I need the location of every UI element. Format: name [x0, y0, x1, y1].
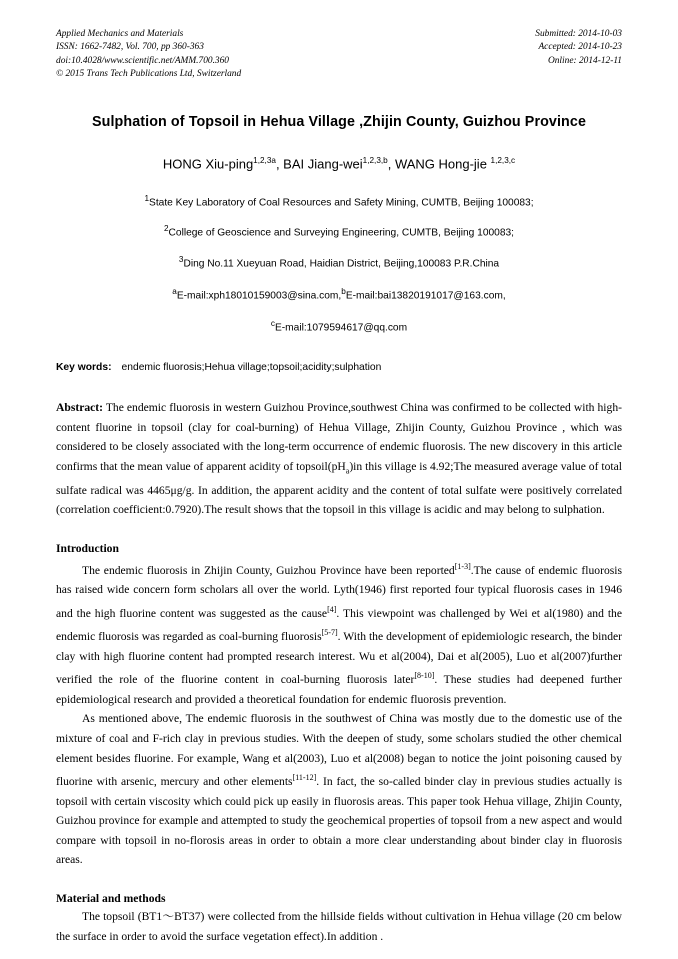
abstract: [56, 398, 622, 520]
section-material-and-methods: [56, 892, 622, 946]
affiliations: [56, 192, 622, 335]
online-date: Online: 2014-12-11: [547, 55, 622, 66]
keywords-value: endemic fluorosis;Hehua village;topsoil;acidity;sulphation: [121, 361, 382, 373]
affiliation-3-text: Ding No.11 Xueyuan Road, Haidian District, Beijing,100083 P.R.China: [183, 258, 500, 270]
header-left: [56, 28, 241, 82]
email-line-2: [56, 317, 622, 335]
submitted-date: Submitted: 2014-10-03: [535, 29, 622, 39]
affiliation-2: [56, 222, 622, 240]
affiliation-3: [56, 253, 622, 271]
author-1-name: HONG Xiu-ping: [162, 155, 254, 171]
abstract-text-1: The endemic fluorosis in western Guizhou Province,southwest China was confirmed to be collected with high-content fluorine in topsoil (clay for coal-burning) of Hehua Village, Zhijin County, Guizhou Province , which was considered to be closely associated with the long-term occurrence of endemic fluorosis. The new discovery in this article confirms that the mean value of apparent acidity of topsoil(pH: [56, 400, 622, 473]
issn-volume: ISSN: 1662-7482, Vol. 700, pp 360-363: [56, 42, 204, 53]
citation-reference: [4]: [327, 604, 337, 614]
abstract-label: Abstract:: [56, 400, 104, 414]
author-1-affil-marker: 1,2,3a: [253, 155, 276, 165]
copyright: © 2015 Trans Tech Publications Ltd, Switzerland: [56, 69, 242, 80]
author-sep-2: ,: [387, 155, 395, 171]
email-marker-c: c: [270, 318, 275, 328]
email-line-1: [56, 285, 622, 303]
author-sep-1: ,: [275, 155, 284, 171]
journal-name: Applied Mechanics and Materials: [56, 29, 184, 39]
email-marker-a: a: [172, 287, 177, 297]
citation-reference: [5-7]: [321, 628, 338, 638]
affiliation-1-text: State Key Laboratory of Coal Resources and Safety Mining, CUMTB, Beijing 100083;: [149, 197, 534, 209]
email-marker-b: b: [341, 287, 346, 297]
header-right: [535, 28, 622, 82]
keywords: [56, 362, 622, 373]
paragraph: The endemic fluorosis in Zhijin County, Guizhou Province have been reported[1-3].The cause of endemic fluorosis has raised wide concern form scholars all over the world. Lyth(1946) first reported four typical fluorosis cases in 1946 and the high fluorine content was suggested as the cause[4]. This viewpoint was challenged by Wei et al(1980) and the endemic fluorosis was regarded as coal-burning fluorosis[5-7]. With the development of epidemiologic research, the binder clay with high fluorine content had prompted research interest. Wu et al(2004), Dai et al(2005), Luo et al(2007)further verified the role of the fluorine content in coal-burning fluorosis later[8-10]. These studies had deepened further epidemiological research and provided a theoretical foundation for endemic fluorosis prevention.: [56, 561, 623, 706]
email-a: E-mail:xph18010159003@sina.com,: [176, 290, 342, 302]
doi: doi:10.4028/www.scientific.net/AMM.700.360: [56, 55, 229, 66]
author-list: [56, 156, 622, 171]
section-heading-introduction: Introduction: [56, 541, 119, 555]
author-2-affil-marker: 1,2,3,b: [362, 155, 388, 165]
affiliation-1-marker: 1: [144, 193, 150, 203]
email-c: E-mail:1079594617@qq.com: [274, 321, 408, 333]
page-header: [56, 28, 622, 82]
email-b: E-mail:bai13820191017@163.com,: [345, 290, 506, 302]
citation-reference: [1-3]: [454, 561, 471, 571]
affiliation-1: [56, 192, 622, 210]
author-3-name: WANG Hong-jie: [394, 155, 487, 171]
page-title: Sulphation of Topsoil in Hehua Village ,Zhijin County, Guizhou Province: [92, 113, 586, 130]
affiliation-3-marker: 3: [178, 254, 184, 264]
keywords-label: Key words:: [56, 361, 112, 373]
paragraph: The topsoil (BT1～BT37) were collected from the hillside fields without cultivation in Hehua village (20 cm below the surface in order to avoid the surface vegetation effect).In addition .: [56, 909, 622, 943]
affiliation-2-marker: 2: [163, 224, 169, 234]
accepted-date: Accepted: 2014-10-23: [538, 42, 622, 53]
citation-reference: [8-10]: [414, 671, 435, 681]
paragraph: As mentioned above, The endemic fluorosis in the southwest of China was mostly due to the domestic use of the mixture of coal and F-rich clay in previous studies. With the deepen of study, some scholars studied the other chemical element besides fluorine. For example, Wang et al(2003), Luo et al(2008) began to notice the joint poisoning caused by fluorine with arsenic, mercury and other elements[11-12]. In fact, the so-called binder clay in previous studies actually is topsoil with certain viscosity which could pick up easily in fluorosis areas. This paper took Hehua village, Zhijin County, Guizhou province for example and attempted to study the geochemical properties of topsoil from a new aspect and would compare with topsoil in no-florosis areas in order to obtain a more clear understanding about binder clay in fluorosis areas.: [56, 712, 622, 867]
abstract-text-2: )in this village is 4.92;The measured average value of total sulfate radical was 4465μg/g. In addition, the apparent acidity and the content of total sulfate were positively correlated (correlation coefficient:0.7920).The result shows that the topsoil in this village is acidic and may belong to sulphation.: [56, 459, 622, 517]
abstract-subscript: a: [345, 466, 350, 475]
affiliation-2-text: College of Geoscience and Surveying Engineering, CUMTB, Beijing 100083;: [168, 227, 514, 239]
section-heading-material-and-methods: Material and methods: [56, 891, 166, 905]
author-2-name: BAI Jiang-wei: [283, 155, 363, 171]
citation-reference: [11-12]: [292, 773, 317, 783]
author-3-affil-marker: 1,2,3,c: [490, 155, 516, 165]
section-introduction: [56, 542, 622, 870]
